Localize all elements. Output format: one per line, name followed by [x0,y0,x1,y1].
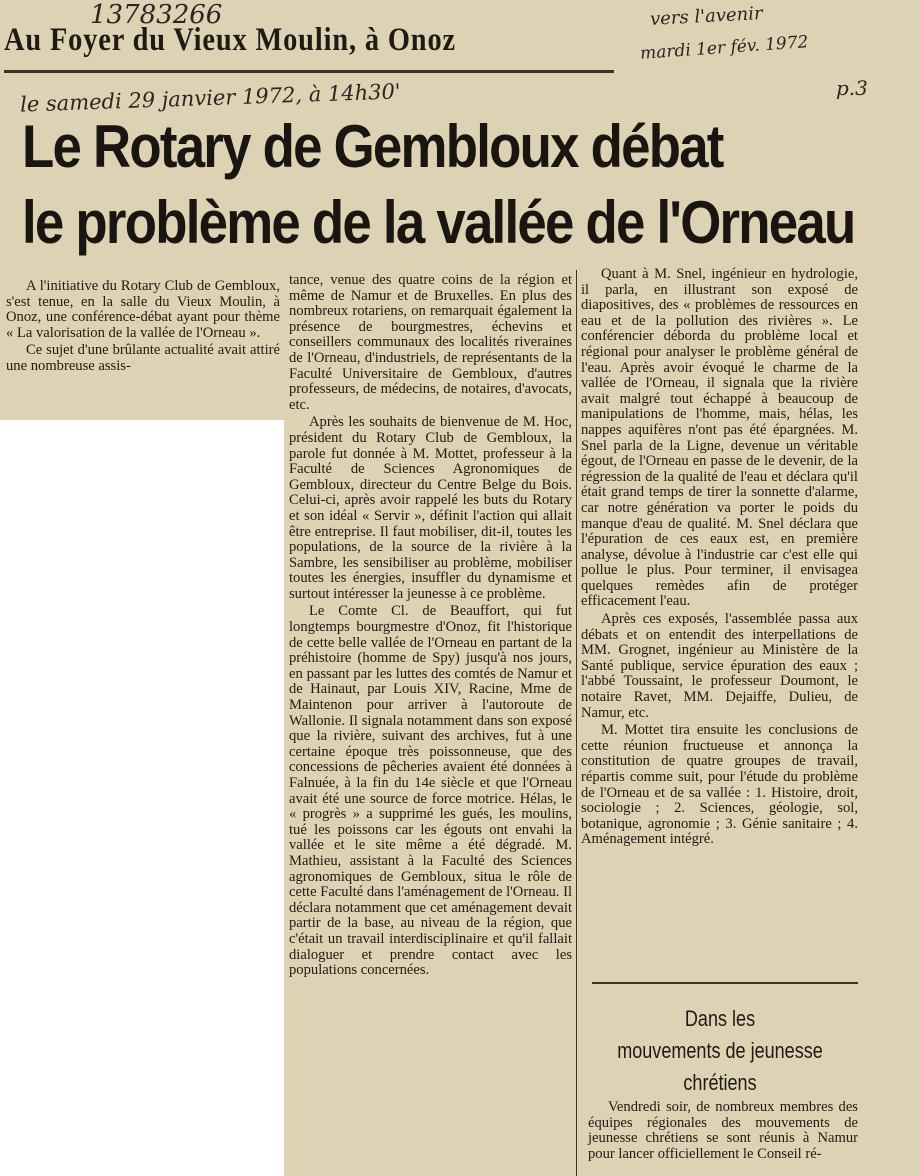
paragraph: tance, venue des quatre coins de la région et même de Namur et de Bruxelles. En plus des nombreux rotariens, on remarquait également la présence de bourgmestres, échevins et conseillers communaux des localités riveraines de l'Orneau, d'industriels, de représentants de la Faculté Universitaire de Gembloux, d'autres professeurs, de médecins, de notaires, d'avocats, etc. [289,272,572,413]
headline-line-1: Le Rotary de Gembloux débat [22,113,723,180]
handwritten-source-note: vers l'avenir [649,3,764,30]
paragraph: Après les souhaits de bienvenue de M. Hoc, président du Rotary Club de Gembloux, la parole fut donnée à M. Mottet, professeur à la Faculté de Sciences Agronomiques de Gembloux, directeur du Centre Belge du Bois. Celui-ci, après avoir rappelé les buts du Rotary et son idéal « Servir », définit l'action qui allait être entreprise. Il faut mobiliser, dit-il, toutes les populations, de la source de la rivière à la Sambre, les sensibiliser au problème, mobiliser toutes les énergies, insuffler du dynamisme et surtout intéresser la jeunesse à ce problème. [289,414,572,602]
sidebar-headline-line-1: Dans les [684,1006,756,1031]
article-kicker: Au Foyer du Vieux Moulin, à Onoz [4,22,456,58]
article-column-3 [581,267,858,848]
sidebar-headline-line-3: chrétiens [683,1070,757,1095]
paragraph: Après ces exposés, l'assemblée passa aux débats et on entendit des interpellations de MM. Grognet, ingénieur au Ministère de la Santé publique, service épuration des eaux ; l'abbé Toussaint, le professeur Doumont, le notaire Ravet, MM. Dejaiffe, Dulieu, de Namur, etc. [581,611,858,721]
paragraph: Vendredi soir, de nombreux membres des équipes régionales des mouvements de jeunesse chrétiens se sont réunis à Namur pour lancer officiellement le Conseil ré- [588,1099,858,1162]
handwritten-ref-number: 13783266 [90,0,223,30]
paragraph: A l'initiative du Rotary Club de Gembloux, s'est tenue, en la salle du Vieux Moulin, à Onoz, une conférence-débat ayant pour thème « La valorisation de la vallée de l'Orneau ». [6,278,280,341]
sidebar-headline-line-2: mouvements de jeunesse [617,1038,823,1063]
headline-line-2: le problème de la vallée de l'Orneau [22,189,855,256]
paragraph: Ce sujet d'une brûlante actualité avait attiré une nombreuse assis- [6,342,280,374]
sidebar-rule [592,982,858,984]
sidebar-body [588,1100,858,1162]
handwritten-date-note: mardi 1er fév. 1972 [639,32,810,64]
column-divider [576,270,577,1176]
handwritten-page-note: p.3 [836,76,868,100]
article-column-2 [289,273,572,979]
handwritten-event-note: le samedi 29 janvier 1972, à 14h30' [19,79,402,117]
kicker-rule [4,70,614,73]
paragraph: Le Comte Cl. de Beauffort, qui fut longtemps bourgmestre d'Onoz, fit l'historique de cette belle vallée de l'Orneau en partant de la préhistoire (homme de Spy) jusqu'à nos jours, en passant par les luttes des comtés de Namur et de Hainaut, par Louis XIV, Racine, Mme de Maintenon pour arriver à l'autoroute de Wallonie. Il signala notamment dans son exposé que la rivière, suivant des archives, fut à une certaine époque très poissonneuse, que des concessions de pêcheries avaient été données à Falnuée, à la fin du 14e siècle et que l'Orneau avait été une source de force motrice. Hélas, le « progrès » a supprimé les gués, les moulins, tué les poissons car les égouts ont envahi la vallée et le site même a été dégradé. M. Mathieu, assistant à la Faculté des Sciences agronomiques de Gembloux, situa le rôle de cette Faculté dans l'aménagement de l'Orneau. Il déclara notamment que cet aménagement devait partir de la base, au niveau de la région, que c'était un travail interdisciplinaire et qu'il fallait dialoguer et prendre contact avec les populations concernées. [289,603,572,979]
paragraph: Quant à M. Snel, ingénieur en hydrologie, il parla, en illustrant son exposé de diapositives, des « problèmes de ressources en eau et de la pollution des rivières ». Le conférencier déborda du problème local et régional pour analyser le problème général de l'eau. Après avoir évoqué le charme de la vallée de l'Orneau, il signala que la rivière avait malgré tout échappé à beaucoup de manipulations de l'homme, mais, hélas, les nappes aquifères n'ont pas été épargnées. M. Snel parla de la Ligne, devenue un véritable égout, de l'Orneau en passe de le devenir, de la régression de la qualité de l'eau et déclara qu'il était grand temps de tirer la sonnette d'alarme, car notre génération va porter le poids du manque d'eau de qualité. M. Snel déclara que l'épuration de ces eaux est, en première analyse, dévolue à l'industrie car c'est elle qui pollue le plus. Pour terminer, il envisagea quelques remèdes afin de protéger efficacement l'eau. [581,266,858,610]
paragraph: M. Mottet tira ensuite les conclusions de cette réunion fructueuse et annonça la constitution de quatre groupes de travail, répartis comme suit, pour l'étude du problème de l'Orneau et de sa vallée : 1. Histoire, droit, sociologie ; 2. Sciences, géologie, sol, botanique, agronomie ; 3. Génie sanitaire ; 4. Aménagement intégré. [581,722,858,848]
article-column-1 [6,279,280,375]
